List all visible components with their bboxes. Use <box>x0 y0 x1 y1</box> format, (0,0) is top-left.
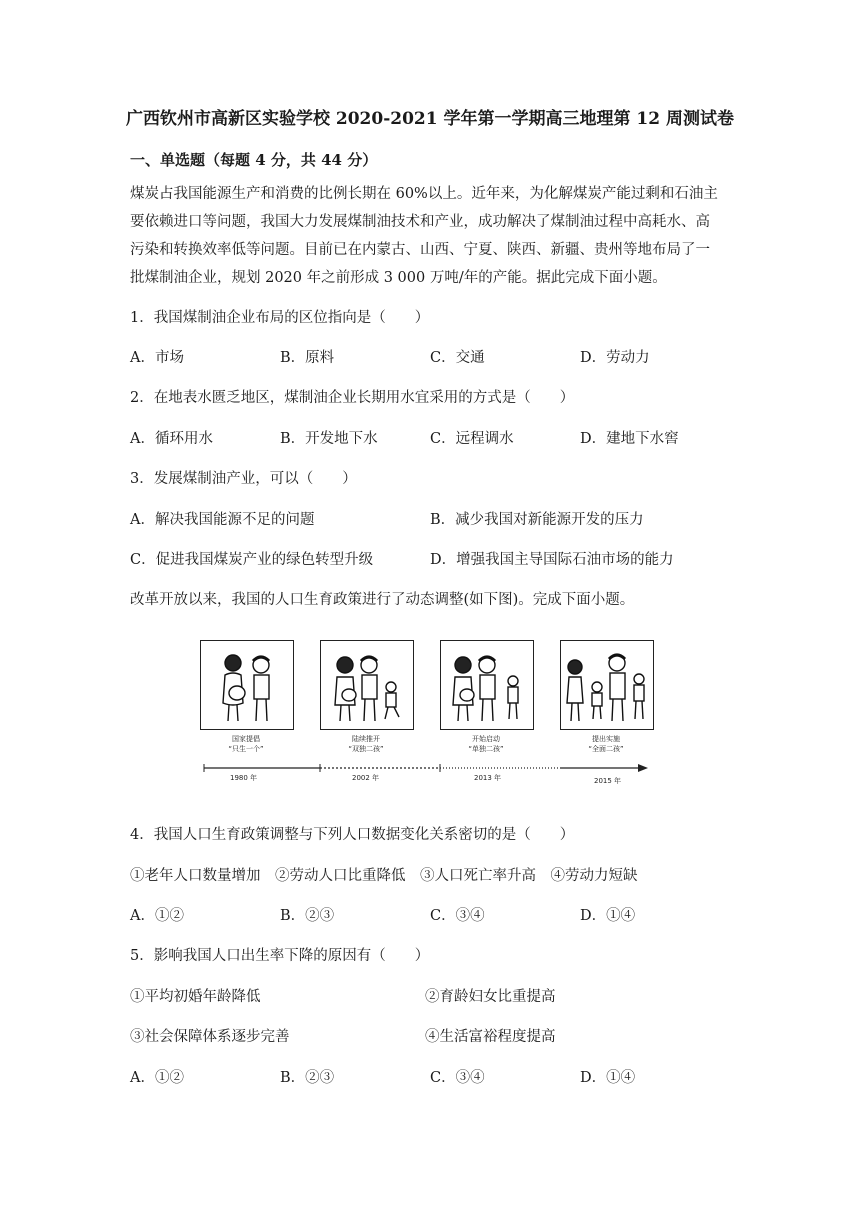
passage-1 <box>130 180 730 292</box>
q5-option-d[interactable]: D．①④ <box>580 1070 636 1086</box>
q1-option-b[interactable]: B．原料 <box>280 350 335 366</box>
q2-option-b[interactable]: B．开发地下水 <box>280 431 378 447</box>
q1-option-d[interactable]: D．劳动力 <box>580 350 650 366</box>
question-4-items: ①老年人口数量增加 ②劳动人口比重降低 ③人口死亡率升高 ④劳动力短缺 <box>130 868 638 884</box>
q3-option-d[interactable]: D．增强我国主导国际石油市场的能力 <box>430 552 674 568</box>
q4-option-d[interactable]: D．①④ <box>580 908 636 924</box>
q1-option-c[interactable]: C．交通 <box>430 350 485 366</box>
caption-1980 <box>200 734 292 754</box>
q5-item-1: ①平均初婚年龄降低 <box>130 989 261 1005</box>
year-label-2015: 2015 年 <box>594 777 622 785</box>
panel-2015 <box>560 640 654 730</box>
q2-option-d[interactable]: D．建地下水窖 <box>580 431 679 447</box>
question-2-stem: 2．在地表水匮乏地区，煤制油企业长期用水宜采用的方式是（ ） <box>130 390 575 406</box>
caption-line: “只生一个” <box>228 745 264 753</box>
caption-line: 开始启动 <box>472 735 500 743</box>
q3-option-a[interactable]: A．解决我国能源不足的问题 <box>130 512 315 528</box>
q4-option-a[interactable]: A．①② <box>130 908 184 924</box>
caption-line: “全面二孩” <box>588 745 624 753</box>
policy-timeline-figure <box>200 636 650 786</box>
q2-option-a[interactable]: A．循环用水 <box>130 431 213 447</box>
q5-item-3: ③社会保障体系逐步完善 <box>130 1029 290 1045</box>
passage-1-line: 煤炭占我国能源生产和消费的比例长期在 60%以上。近年来，为化解煤炭产能过剩和石油主 <box>130 186 718 202</box>
q5-option-a[interactable]: A．①② <box>130 1070 184 1086</box>
q5-option-c[interactable]: C．③④ <box>430 1070 485 1086</box>
passage-1-line: 污染和转换效率低等问题。目前已在内蒙古、山西、宁夏、陕西、新疆、贵州等地布局了一 <box>130 242 710 258</box>
panel-2013 <box>440 640 534 730</box>
question-4-stem: 4．我国人口生育政策调整与下列人口数据变化关系密切的是（ ） <box>130 827 575 843</box>
question-5-stem: 5．影响我国人口出生率下降的原因有（ ） <box>130 948 430 964</box>
caption-2015 <box>560 734 652 754</box>
year-label-1980: 1980 年 <box>230 774 258 782</box>
section-heading: 一、单选题（每题 4 分，共 44 分） <box>130 151 378 169</box>
caption-line: 国家提倡 <box>232 735 260 743</box>
passage-1-line: 要依赖进口等问题，我国大力发展煤制油技术和产业，成功解决了煤制油过程中高耗水、高 <box>130 214 710 230</box>
caption-line: “双独二孩” <box>348 745 384 753</box>
year-label-2013: 2013 年 <box>474 774 502 782</box>
q3-option-b[interactable]: B．减少我国对新能源开发的压力 <box>430 512 644 528</box>
question-1-stem: 1．我国煤制油企业布局的区位指向是（ ） <box>130 310 430 326</box>
timeline-axis <box>200 762 650 774</box>
caption-line: 陆续推开 <box>352 735 380 743</box>
caption-2013 <box>440 734 532 754</box>
q3-option-c[interactable]: C．促进我国煤炭产业的绿色转型升级 <box>130 552 374 568</box>
q1-option-a[interactable]: A．市场 <box>130 350 184 366</box>
q4-option-c[interactable]: C．③④ <box>430 908 485 924</box>
caption-line: “单独二孩” <box>468 745 504 753</box>
page-title: 广西钦州市高新区实验学校 2020-2021 学年第一学期高三地理第 12 周测试卷 <box>125 109 734 129</box>
q4-option-b[interactable]: B．②③ <box>280 908 335 924</box>
caption-2002 <box>320 734 412 754</box>
caption-line: 提出实施 <box>592 735 620 743</box>
q5-item-2: ②育龄妇女比重提高 <box>425 989 556 1005</box>
q5-option-b[interactable]: B．②③ <box>280 1070 335 1086</box>
passage-1-line: 批煤制油企业，规划 2020 年之前形成 3 000 万吨/年的产能。据此完成下面小题。 <box>130 270 667 286</box>
q5-item-4: ④生活富裕程度提高 <box>425 1029 556 1045</box>
panel-2002 <box>320 640 414 730</box>
question-3-stem: 3．发展煤制油产业，可以（ ） <box>130 471 357 487</box>
year-label-2002: 2002 年 <box>352 774 380 782</box>
panel-1980 <box>200 640 294 730</box>
passage-2: 改革开放以来，我国的人口生育政策进行了动态调整(如下图)。完成下面小题。 <box>130 592 635 608</box>
q2-option-c[interactable]: C．远程调水 <box>430 431 514 447</box>
